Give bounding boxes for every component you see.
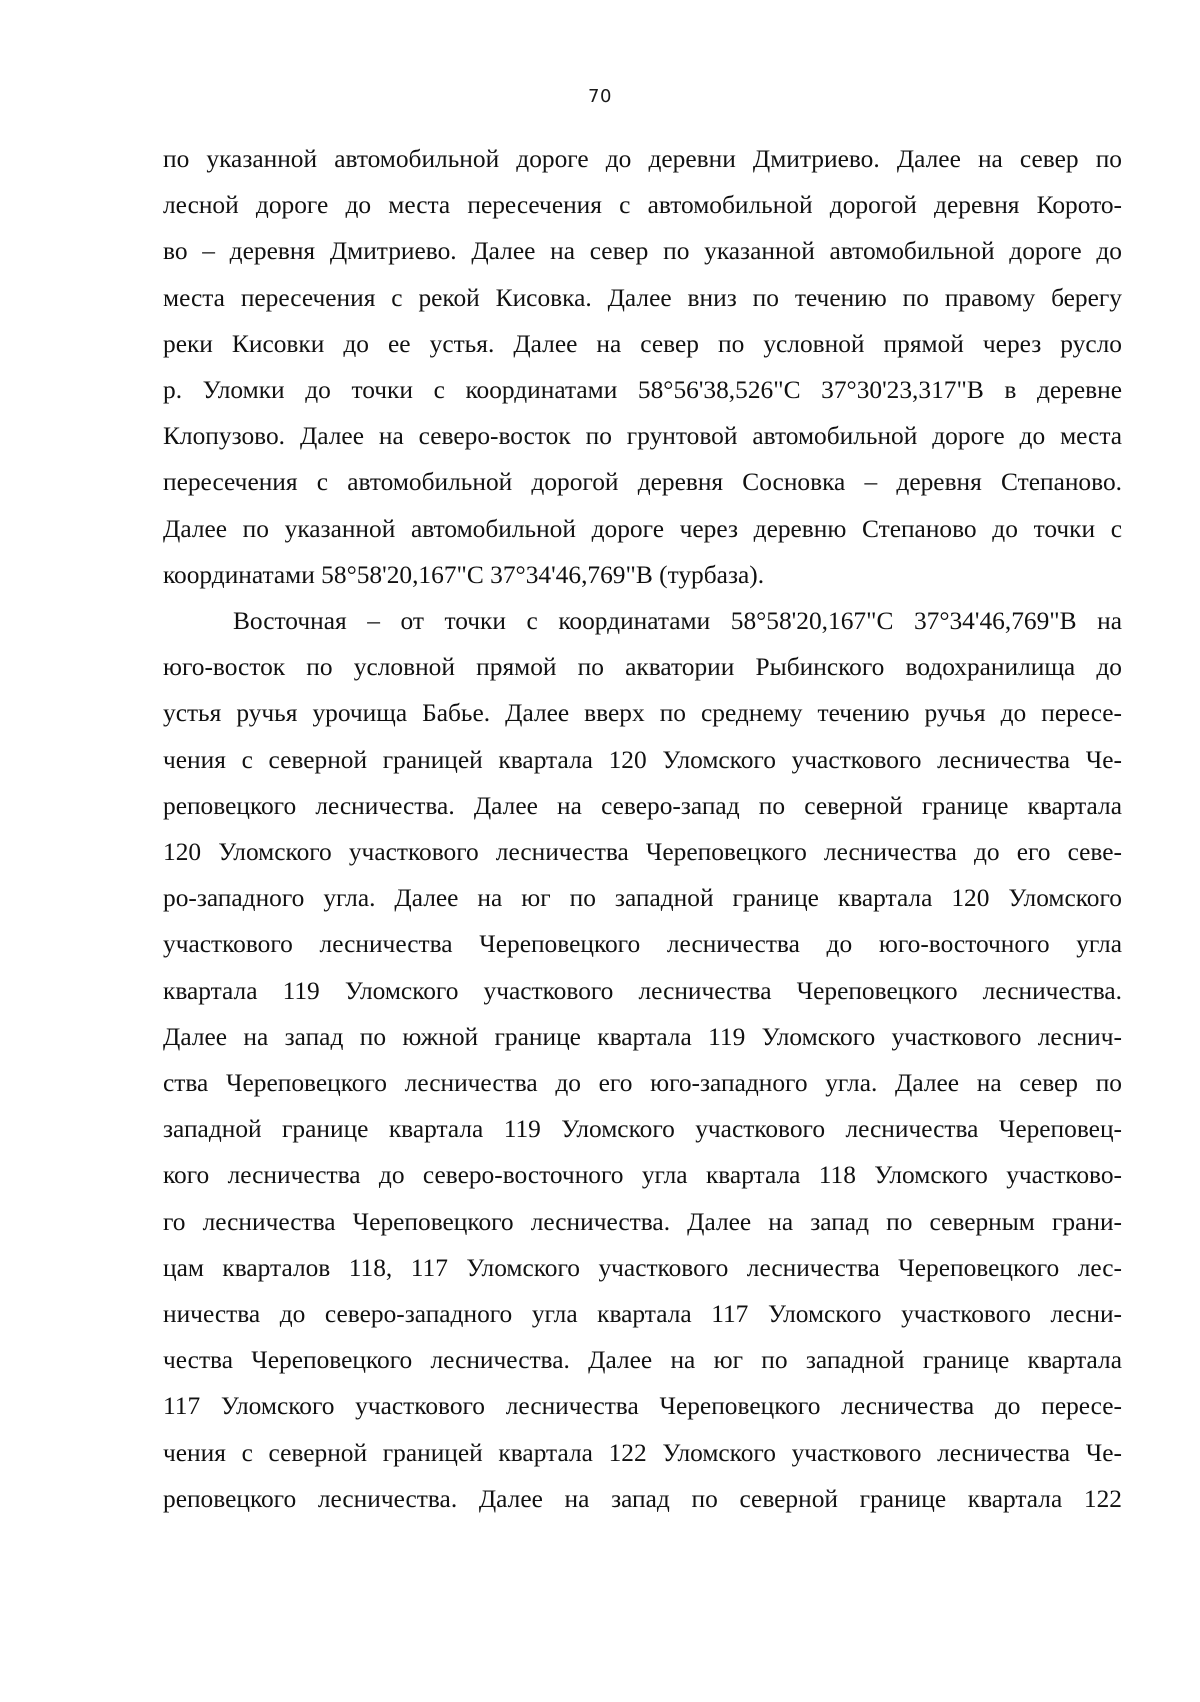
- text-line: Клопузово. Далее на северо-восток по грунтовой автомобильной дороге до места: [163, 422, 1122, 451]
- text-line: места пересечения с рекой Кисовка. Далее вниз по течению по правому берегу: [163, 283, 1122, 312]
- text-line: цам кварталов 118, 117 Уломского участкового лесничества Череповецкого лес-: [163, 1253, 1122, 1282]
- text-line: лесной дороге до места пересечения с автомобильной дорогой деревня Корото-: [163, 191, 1122, 220]
- text-line: реповецкого лесничества. Далее на запад по северной границе квартала 122: [163, 1484, 1122, 1513]
- paragraph-2: [163, 598, 1122, 1522]
- text-line: 117 Уломского участкового лесничества Череповецкого лесничества до пересе-: [163, 1392, 1122, 1421]
- text-line: ничества до северо-западного угла квартала 117 Уломского участкового лесни-: [163, 1300, 1122, 1329]
- text-line: чения с северной границей квартала 120 Уломского участкового лесничества Че-: [163, 745, 1122, 774]
- text-line: юго-восток по условной прямой по акватории Рыбинского водохранилища до: [163, 653, 1122, 682]
- text-line: во – деревня Дмитриево. Далее на север по указанной автомобильной дороге до: [163, 237, 1122, 266]
- text-line: чения с северной границей квартала 122 Уломского участкового лесничества Че-: [163, 1438, 1122, 1467]
- text-line: 120 Уломского участкового лесничества Череповецкого лесничества до его севе-: [163, 838, 1122, 867]
- document-body: [163, 136, 1122, 1522]
- paragraph-1: [163, 136, 1122, 598]
- text-line: Далее по указанной автомобильной дороге через деревню Степаново до точки с: [163, 514, 1122, 543]
- text-line: координатами 58°58'20,167"С 37°34'46,769"В (турбаза).: [163, 560, 765, 589]
- text-line: Восточная – от точки с координатами 58°58'20,167"С 37°34'46,769"В на: [233, 607, 1122, 636]
- text-line: чества Череповецкого лесничества. Далее на юг по западной границе квартала: [163, 1346, 1122, 1375]
- text-line: ства Череповецкого лесничества до его юго-западного угла. Далее на север по: [163, 1069, 1122, 1098]
- text-line: участкового лесничества Череповецкого лесничества до юго-восточного угла: [163, 930, 1122, 959]
- text-line: пересечения с автомобильной дорогой деревня Сосновка – деревня Степаново.: [163, 468, 1122, 497]
- text-line: го лесничества Череповецкого лесничества. Далее на запад по северным грани-: [163, 1207, 1122, 1236]
- text-line: Далее на запад по южной границе квартала 119 Уломского участкового леснич-: [163, 1022, 1122, 1051]
- text-line: устья ручья урочища Бабье. Далее вверх по среднему течению ручья до пересе-: [163, 699, 1122, 728]
- text-line: кого лесничества до северо-восточного угла квартала 118 Уломского участково-: [163, 1161, 1122, 1190]
- text-line: западной границе квартала 119 Уломского участкового лесничества Череповец-: [163, 1115, 1122, 1144]
- text-line: квартала 119 Уломского участкового лесничества Череповецкого лесничества.: [163, 976, 1122, 1005]
- text-line: по указанной автомобильной дороге до деревни Дмитриево. Далее на север по: [163, 145, 1122, 173]
- text-line: реповецкого лесничества. Далее на северо-запад по северной границе квартала: [163, 791, 1122, 820]
- text-line: ро-западного угла. Далее на юг по западной границе квартала 120 Уломского: [163, 884, 1122, 913]
- page-number: 70: [588, 86, 612, 107]
- text-line: р. Уломки до точки с координатами 58°56'38,526"С 37°30'23,317"В в деревне: [163, 376, 1122, 405]
- text-line: реки Кисовки до ее устья. Далее на север по условной прямой через русло: [163, 329, 1122, 358]
